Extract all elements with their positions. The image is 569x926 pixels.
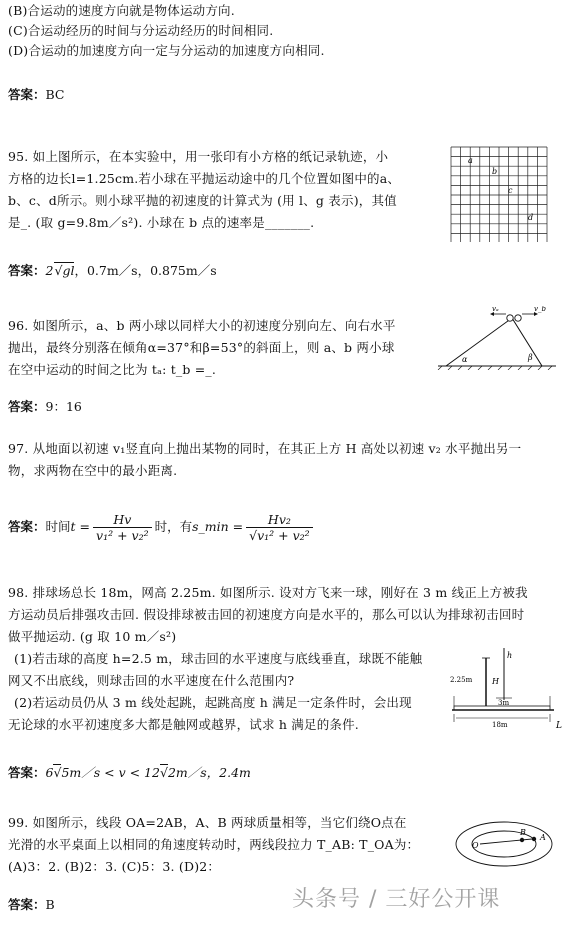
option-c: (C)合运动经历的时间与分运动经历的时间相同. [8, 23, 274, 38]
svg-text:H: H [492, 677, 499, 686]
q98-court-figure [446, 634, 566, 730]
top-answer-value: BC [45, 87, 65, 102]
q96-answer: 答案：9：16 [8, 399, 82, 414]
q99-line2: 光滑的水平桌面上以相同的角速度转动时，两线段拉力 T_AB: T_OA为： [8, 837, 420, 852]
svg-text:B: B [520, 828, 526, 837]
q98-line5: 网又不出底线，则球击回的水平速度在什么范围内? [8, 673, 295, 688]
svg-text:vₐ: vₐ [492, 306, 499, 313]
option-d: (D)合运动的加速度方向一定与分运动的加速度方向相同. [8, 43, 325, 58]
answer-label: 答案： [8, 87, 46, 102]
q98-line2: 方运动员后排强攻击回. 假设排球被击回的初速度方向是水平的，那么可以认为排球初击回时 [8, 607, 525, 622]
q95-line1: 95. 如上图所示，在本实验中，用一张印有小方格的纸记录轨迹，小 [8, 149, 389, 164]
q95-grid-figure [448, 144, 550, 242]
q99-line1: 99. 如图所示，线段 OA=2AB，A、B 两球质量相等，当它们绕O点在 [8, 815, 407, 830]
q96-line1: 96. 如图所示，a、b 两小球以同样大小的初速度分别向左、向右水平 [8, 318, 396, 333]
svg-text:3m: 3m [498, 699, 510, 707]
svg-text:v_b: v_b [534, 306, 546, 313]
svg-text:2.25m: 2.25m [450, 676, 473, 684]
q97-line2: 物，求两物在空中的最小距离. [8, 463, 178, 478]
svg-text:A: A [540, 833, 546, 842]
svg-text:β: β [528, 353, 533, 362]
q95-line3: b、c、d所示。则小球平抛的初速度的计算式为 (用 l、g 表示)，其值 [8, 193, 397, 208]
grid-label-c: c [508, 186, 513, 195]
q99-answer: 答案：B [8, 897, 55, 912]
q97-answer: 答案：时间t = $\frac{Hv}{\text{v₁² + v₂²}}$ 时，有s_min = $\frac{\text{Hv₂}}{\text{√v₁² + v₂²}}$ [8, 511, 316, 543]
q95-line4: 是_. (取 g=9.8m／s²). 小球在 b 点的速率是_______. [8, 215, 315, 230]
svg-text:h: h [507, 651, 513, 660]
watermark: 头条号 / 三好公开课 [292, 887, 501, 912]
q98-line3: 做平抛运动. (g 取 10 m／s²) [8, 629, 177, 644]
svg-text:L: L [556, 721, 562, 730]
svg-text:18m: 18m [492, 721, 508, 729]
q97-line1: 97. 从地面以初速 v₁竖直向上抛出某物的同时，在其正上方 H 高处以初速 v₂ 水平抛出另一 [8, 441, 522, 456]
q96-incline-figure [432, 306, 560, 370]
grid-label-d: d [528, 213, 534, 222]
q95-answer: 答案：2√gl，0.7m／s，0.875m／s [8, 263, 217, 278]
top-answer [8, 86, 65, 104]
q99-rotation-figure [452, 818, 560, 870]
grid-label-a: a [468, 156, 473, 165]
option-b: (B)合运动的速度方向就是物体运动方向. [8, 3, 235, 18]
q96-line2: 抛出，最终分别落在倾角α=37°和β=53°的斜面上，则 a、b 两小球 [8, 340, 395, 355]
q98-line1: 98. 排球场总长 18m，网高 2.25m. 如图所示. 设对方飞来一球，刚好在 3 m 线正上方被我 [8, 585, 528, 600]
svg-text:O: O [472, 841, 479, 850]
q98-line6: (2)若运动员仍从 3 m 线处起跳，起跳高度 h 满足一定条件时，会出现 [14, 695, 412, 710]
q98-answer: 答案：6√5m／s < v < 12√2m／s，2.4m [8, 765, 251, 780]
grid-label-b: b [492, 167, 498, 176]
svg-text:α: α [462, 355, 468, 364]
q99-line3: (A)3：2. (B)2：3. (C)5：3. (D)2： [8, 859, 221, 874]
q95-line2: 方格的边长l=1.25cm.若小球在平抛运动途中的几个位置如图中的a、 [8, 171, 401, 186]
q98-line7: 无论球的水平初速度多大都是触网或越界，试求 h 满足的条件. [8, 717, 359, 732]
q96-line3: 在空中运动的时间之比为 tₐ: t_b =_. [8, 362, 217, 377]
q98-line4: (1)若击球的高度 h=2.5 m，球击回的水平速度与底线垂直，球既不能触 [14, 651, 423, 666]
